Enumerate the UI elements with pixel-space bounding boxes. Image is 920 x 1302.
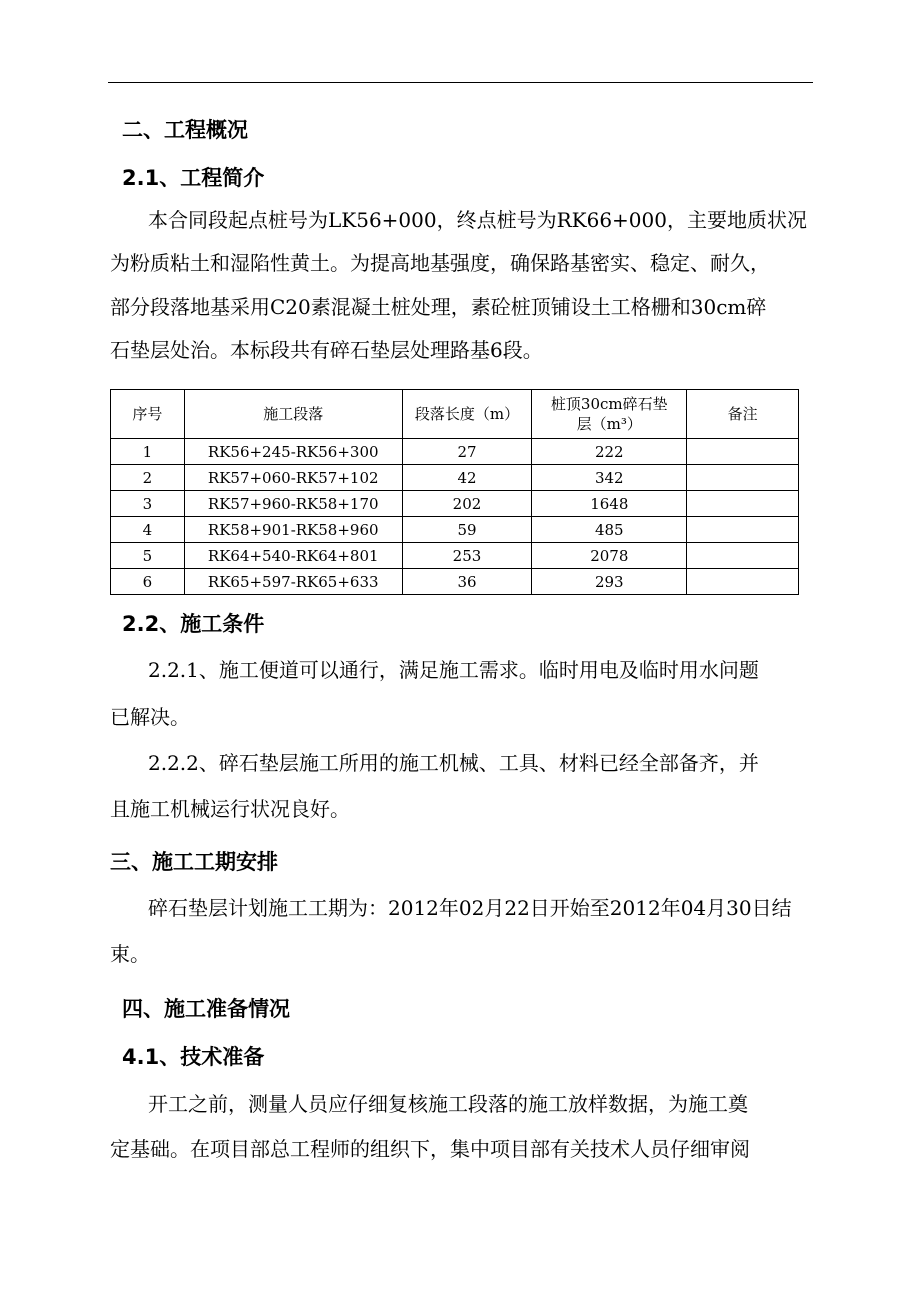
text-line: 2.2.1、施工便道可以通行，满足施工需求。临时用电及临时用水问题 [148,658,759,682]
cell: RK65+597-RK65+633 [184,569,402,595]
cell: 3 [111,491,185,517]
text-line: 为粉质粘土和湿陷性黄土。为提高地基强度，确保路基密实、稳定、耐久， [110,251,770,275]
cell: 202 [402,491,532,517]
text-line: 定基础。在项目部总工程师的组织下，集中项目部有关技术人员仔细审阅 [110,1137,750,1161]
cell [687,465,799,491]
col-header-length: 段落长度（m） [402,390,532,439]
section-2-title: 二、工程概况 [122,118,248,142]
cell: 59 [402,517,532,543]
col-header-section: 施工段落 [184,390,402,439]
cell: RK58+901-RK58+960 [184,517,402,543]
table-row [111,543,799,569]
text-line: 且施工机械运行状况良好。 [110,797,350,821]
cell [687,491,799,517]
header-rule [108,82,813,83]
header-line: 桩顶30cm碎石垫 [550,395,668,413]
section-4-title: 四、施工准备情况 [122,997,290,1021]
cell: 4 [111,517,185,543]
cell: 2078 [532,543,687,569]
cell: RK64+540-RK64+801 [184,543,402,569]
text-line: 已解决。 [110,705,190,729]
cell: 6 [111,569,185,595]
table-row [111,517,799,543]
table-header-row [111,390,799,439]
header-line: 层（m³） [576,415,642,433]
cell: 42 [402,465,532,491]
section-3-title: 三、施工工期安排 [110,850,278,874]
col-header-remarks: 备注 [687,390,799,439]
cell: RK56+245-RK56+300 [184,439,402,465]
text-line: 部分段落地基采用C20素混凝土桩处理，素砼桩顶铺设土工格栅和30cm碎 [110,295,767,319]
text-line: 束。 [110,942,150,966]
text-line: 本合同段起点桩号为LK56+000，终点桩号为RK66+000，主要地质状况 [148,208,807,232]
table-row [111,465,799,491]
cell: RK57+060-RK57+102 [184,465,402,491]
cell: 293 [532,569,687,595]
table-row [111,491,799,517]
text-line: 开工之前，测量人员应仔细复核施工段落的施工放样数据，为施工奠 [148,1092,748,1116]
cell: 222 [532,439,687,465]
cell: 5 [111,543,185,569]
cell: 1648 [532,491,687,517]
section-2-1-title: 2.1、工程简介 [122,166,265,190]
text-line: 石垫层处治。本标段共有碎石垫层处理路基6段。 [110,338,543,362]
section-2-2-title: 2.2、施工条件 [122,612,265,636]
text-line: 2.2.2、碎石垫层施工所用的施工机械、工具、材料已经全部备齐，并 [148,751,759,775]
cell: 36 [402,569,532,595]
cell: 1 [111,439,185,465]
cell: 485 [532,517,687,543]
text-line: 碎石垫层计划施工工期为：2012年02月22日开始至2012年04月30日结 [148,896,792,920]
col-header-volume [532,390,687,439]
cell: 342 [532,465,687,491]
cell [687,439,799,465]
cell: 27 [402,439,532,465]
cell: 2 [111,465,185,491]
cell: 253 [402,543,532,569]
cell: RK57+960-RK58+170 [184,491,402,517]
table-row [111,569,799,595]
gravel-cushion-table [110,389,799,595]
cell [687,569,799,595]
cell [687,517,799,543]
table-row [111,439,799,465]
section-4-1-title: 4.1、技术准备 [122,1045,265,1069]
col-header-index: 序号 [111,390,185,439]
cell [687,543,799,569]
